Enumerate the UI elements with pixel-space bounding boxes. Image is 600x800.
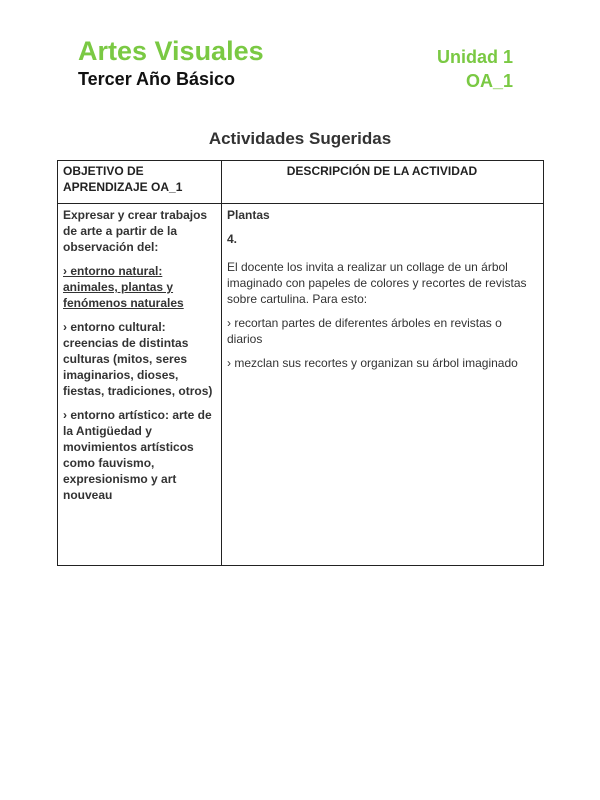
objective-cell [58,204,222,566]
activity-name: Plantas [227,208,270,222]
activity-step: › mezclan sus recortes y organizan su árbol imaginado [227,356,518,370]
objective-header: OBJETIVO DE APRENDIZAJE OA_1 [58,161,222,204]
objective-item-cultural: › entorno cultural: creencias de distintas culturas (mitos, seres imaginarios, dioses, fiestas, tradiciones, otros) [63,320,213,398]
table-header-row [58,161,544,204]
objective-intro: Expresar y crear trabajos de arte a partir de la observación del: [63,208,208,254]
header-subtitle: Tercer Año Básico [78,69,236,89]
description-header: DESCRIPCIÓN DE LA ACTIVIDAD [222,161,544,204]
objective-item-artistic: › entorno artístico: arte de la Antigüedad y movimientos artísticos como fauvismo, expresionismo y art nouveau [63,408,212,502]
activity-step: › recortan partes de diferentes árboles en revistas o diarios [227,316,502,346]
table-body-row [58,204,544,566]
objective-item-natural: › entorno natural: animales, plantas y fenómenos naturales [63,264,184,310]
header-unit: Unidad 1 [436,47,513,67]
section-title: Actividades Sugeridas [208,129,392,148]
header-title: Artes Visuales [78,36,264,66]
activity-number: 4. [227,232,238,246]
activity-intro: El docente los invita a realizar un collage de un árbol imaginado con papeles de colores y recortes de revistas sobre cartulina. Para esto: [227,260,527,306]
description-cell [222,204,544,566]
activity-table [57,160,544,566]
header-oa: OA_1 [465,71,513,91]
